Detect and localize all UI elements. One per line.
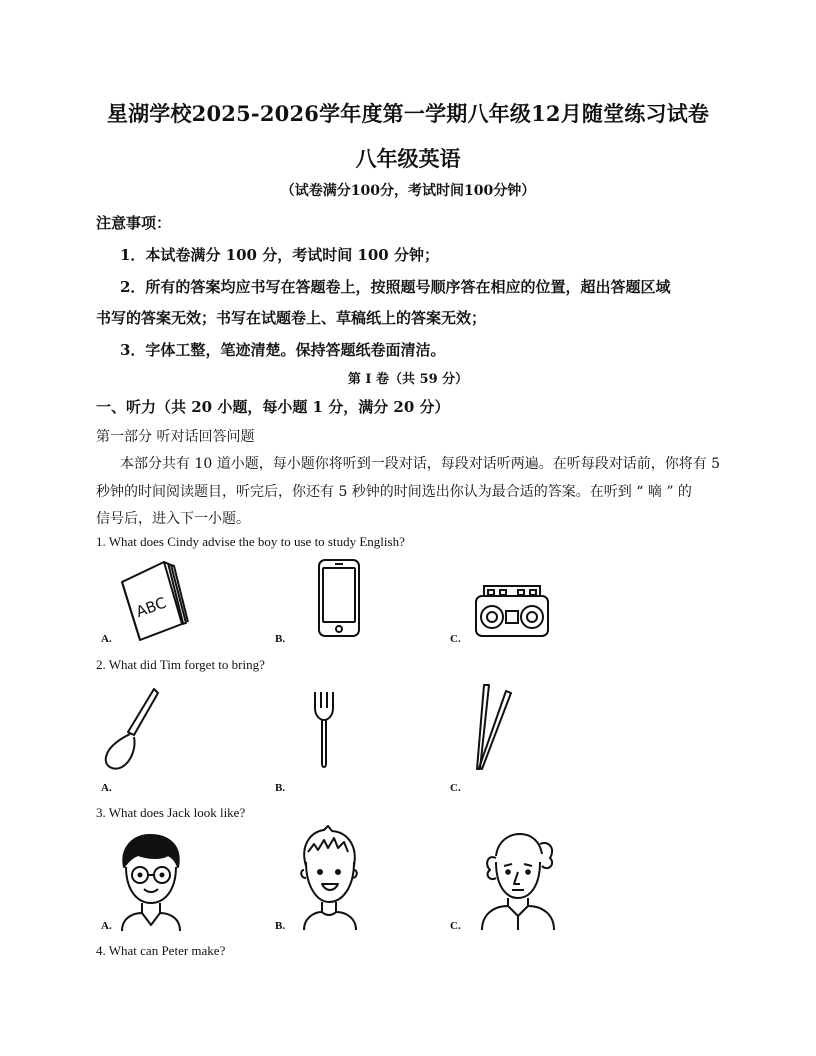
spoon-icon [102,685,162,771]
exam-subject: 八年级英语 [355,146,461,171]
book-cover-text: ABC [133,593,169,621]
notice-item-3: 3．字体工整，笔迹清楚。保持答题纸卷面清洁。 [120,341,446,359]
notice-heading: 注意事项： [96,214,172,232]
boy-with-glasses-icon [118,833,184,931]
option-2a: A. [101,782,112,794]
intro-line-3: 信号后，进入下一小题。 [96,511,250,527]
question-1: 1. What does Cindy advise the boy to use to study English? [96,534,405,549]
volume-heading: 第 I 卷（共 59 分） [347,372,469,387]
option-3b: B. [275,920,286,932]
phone-icon [317,558,361,638]
fork-icon [312,690,336,770]
section-1-heading: 一、听力（共 20 小题，每小题 1 分，满分 20 分） [96,398,450,416]
intro-line-1: 本部分共有 10 道小题，每小题你将听到一段对话，每段对话听两遍。在听每段对话前，你将有 5 [120,456,721,472]
option-3a: A. [101,920,112,932]
option-2b: B. [275,782,286,794]
question-2: 2. What did Tim forget to bring? [96,657,265,672]
question-4: 4. What can Peter make? [96,943,226,958]
old-man-icon [478,832,558,930]
option-1a: A. [101,633,112,645]
option-2c: C. [450,782,461,794]
chopsticks-icon [472,683,514,771]
option-1c: C. [450,633,461,645]
notice-item-2-line-1: 2．所有的答案均应书写在答题卷上，按照题号顺序答在相应的位置，超出答题区域 [120,278,671,296]
question-3: 3. What does Jack look like? [96,805,246,820]
option-1b: B. [275,633,286,645]
intro-line-2: 秒钟的时间阅读题目，听完后，你还有 5 秒钟的时间选出你认为最合适的答案。在听到 “ 嘀 ” 的 [96,484,692,500]
notice-item-1: 1．本试卷满分 100 分，考试时间 100 分钟； [120,246,439,264]
radio-icon [474,582,550,638]
option-3c: C. [450,920,461,932]
exam-time-note: （试卷满分100分，考试时间100分钟） [280,183,536,199]
notice-item-2-line-2: 书写的答案无效；书写在试题卷上、草稿纸上的答案无效； [96,309,487,327]
book-icon [116,560,186,642]
young-boy-icon [296,826,362,930]
exam-title: 星湖学校2025-2026学年度第一学期八年级12月随堂练习试卷 [106,101,710,126]
part-1-heading: 第一部分 听对话回答问题 [96,429,255,445]
